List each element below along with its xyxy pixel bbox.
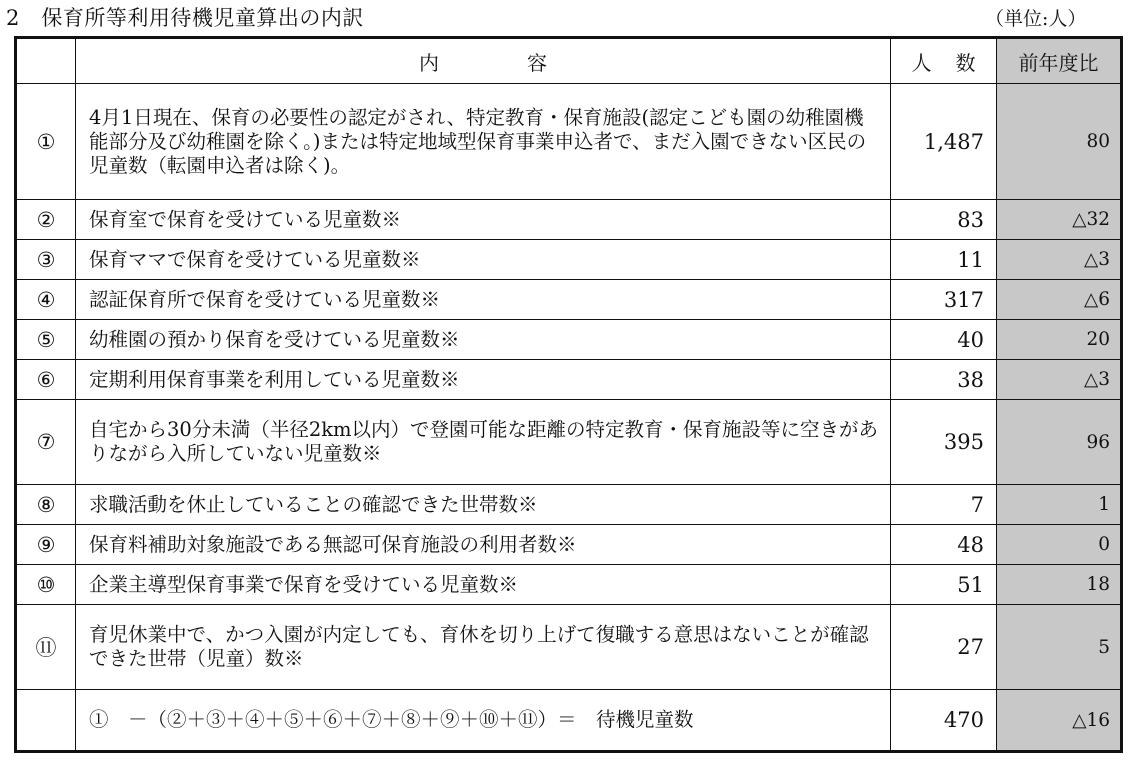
row-number: ② <box>16 200 76 240</box>
row-content: 4月1日現在、保育の必要性の認定がされ、特定教育・保育施設(認定こども園の幼稚園機能部分及び幼稚園を除く。)または特定地域型保育事業申込者で、まだ入園できない区民の児童数（転園申込者は除く)。 <box>76 84 891 200</box>
row-count: 7 <box>891 485 997 525</box>
table-row <box>16 280 1122 320</box>
table-row <box>16 320 1122 360</box>
table-row <box>16 605 1122 690</box>
row-ratio: 5 <box>997 605 1122 690</box>
row-count: 48 <box>891 525 997 565</box>
table-row <box>16 200 1122 240</box>
row-content: 定期利用保育事業を利用している児童数※ <box>76 360 891 400</box>
header-content-cell <box>76 38 891 84</box>
row-content: 求職活動を休止していることの確認できた世帯数※ <box>76 485 891 525</box>
row-content: ① －（②＋③＋④＋⑤＋⑥＋⑦＋⑧＋⑨＋⑩＋⑪）＝ 待機児童数 <box>76 690 891 752</box>
row-number: ⑥ <box>16 360 76 400</box>
row-ratio: △3 <box>997 360 1122 400</box>
header-content-label-1: 内 <box>419 50 439 75</box>
row-ratio: 1 <box>997 485 1122 525</box>
header-count-cell <box>891 38 997 84</box>
row-ratio: 80 <box>997 84 1122 200</box>
row-count: 40 <box>891 320 997 360</box>
row-content: 企業主導型保育事業で保育を受けている児童数※ <box>76 565 891 605</box>
table-row <box>16 360 1122 400</box>
row-count: 83 <box>891 200 997 240</box>
row-number: ⑧ <box>16 485 76 525</box>
row-content: 認証保育所で保育を受けている児童数※ <box>76 280 891 320</box>
row-ratio: 0 <box>997 525 1122 565</box>
header-count-label-2: 数 <box>955 50 976 75</box>
row-number: ⑪ <box>16 605 76 690</box>
row-content: 保育ママで保育を受けている児童数※ <box>76 240 891 280</box>
page-title: 2 保育所等利用待機児童算出の内訳 <box>6 6 364 30</box>
row-ratio: △6 <box>997 280 1122 320</box>
row-number: ① <box>16 84 76 200</box>
row-number: ⑤ <box>16 320 76 360</box>
breakdown-table <box>14 36 1123 753</box>
table-row <box>16 565 1122 605</box>
row-count: 27 <box>891 605 997 690</box>
row-ratio: △3 <box>997 240 1122 280</box>
row-content: 保育室で保育を受けている児童数※ <box>76 200 891 240</box>
row-count: 11 <box>891 240 997 280</box>
table-row <box>16 400 1122 485</box>
row-number: ③ <box>16 240 76 280</box>
row-count: 51 <box>891 565 997 605</box>
row-content: 幼稚園の預かり保育を受けている児童数※ <box>76 320 891 360</box>
row-count: 470 <box>891 690 997 752</box>
row-content: 育児休業中で、かつ入園が内定しても、育休を切り上げて復職する意思はないことが確認できた世帯（児童）数※ <box>76 605 891 690</box>
table-row <box>16 240 1122 280</box>
row-number <box>16 690 76 752</box>
header-count-label-1: 人 <box>911 50 932 75</box>
table-row <box>16 485 1122 525</box>
table-row <box>16 84 1122 200</box>
row-ratio: △32 <box>997 200 1122 240</box>
header-ratio-cell: 前年度比 <box>997 38 1122 84</box>
row-content: 保育料補助対象施設である無認可保育施設の利用者数※ <box>76 525 891 565</box>
row-count: 38 <box>891 360 997 400</box>
total-row <box>16 690 1122 752</box>
row-ratio: 96 <box>997 400 1122 485</box>
row-count: 1,487 <box>891 84 997 200</box>
row-ratio: 20 <box>997 320 1122 360</box>
row-count: 395 <box>891 400 997 485</box>
row-count: 317 <box>891 280 997 320</box>
row-number: ④ <box>16 280 76 320</box>
row-number: ⑨ <box>16 525 76 565</box>
row-number: ⑩ <box>16 565 76 605</box>
header-row <box>16 38 1122 84</box>
unit-label: （単位:人） <box>985 8 1087 30</box>
header-num-cell <box>16 38 76 84</box>
header-content-label-2: 容 <box>527 50 547 75</box>
table-row <box>16 525 1122 565</box>
row-number: ⑦ <box>16 400 76 485</box>
row-ratio: △16 <box>997 690 1122 752</box>
row-content: 自宅から30分未満（半径2km以内）で登園可能な距離の特定教育・保育施設等に空きがありながら入所していない児童数※ <box>76 400 891 485</box>
row-ratio: 18 <box>997 565 1122 605</box>
